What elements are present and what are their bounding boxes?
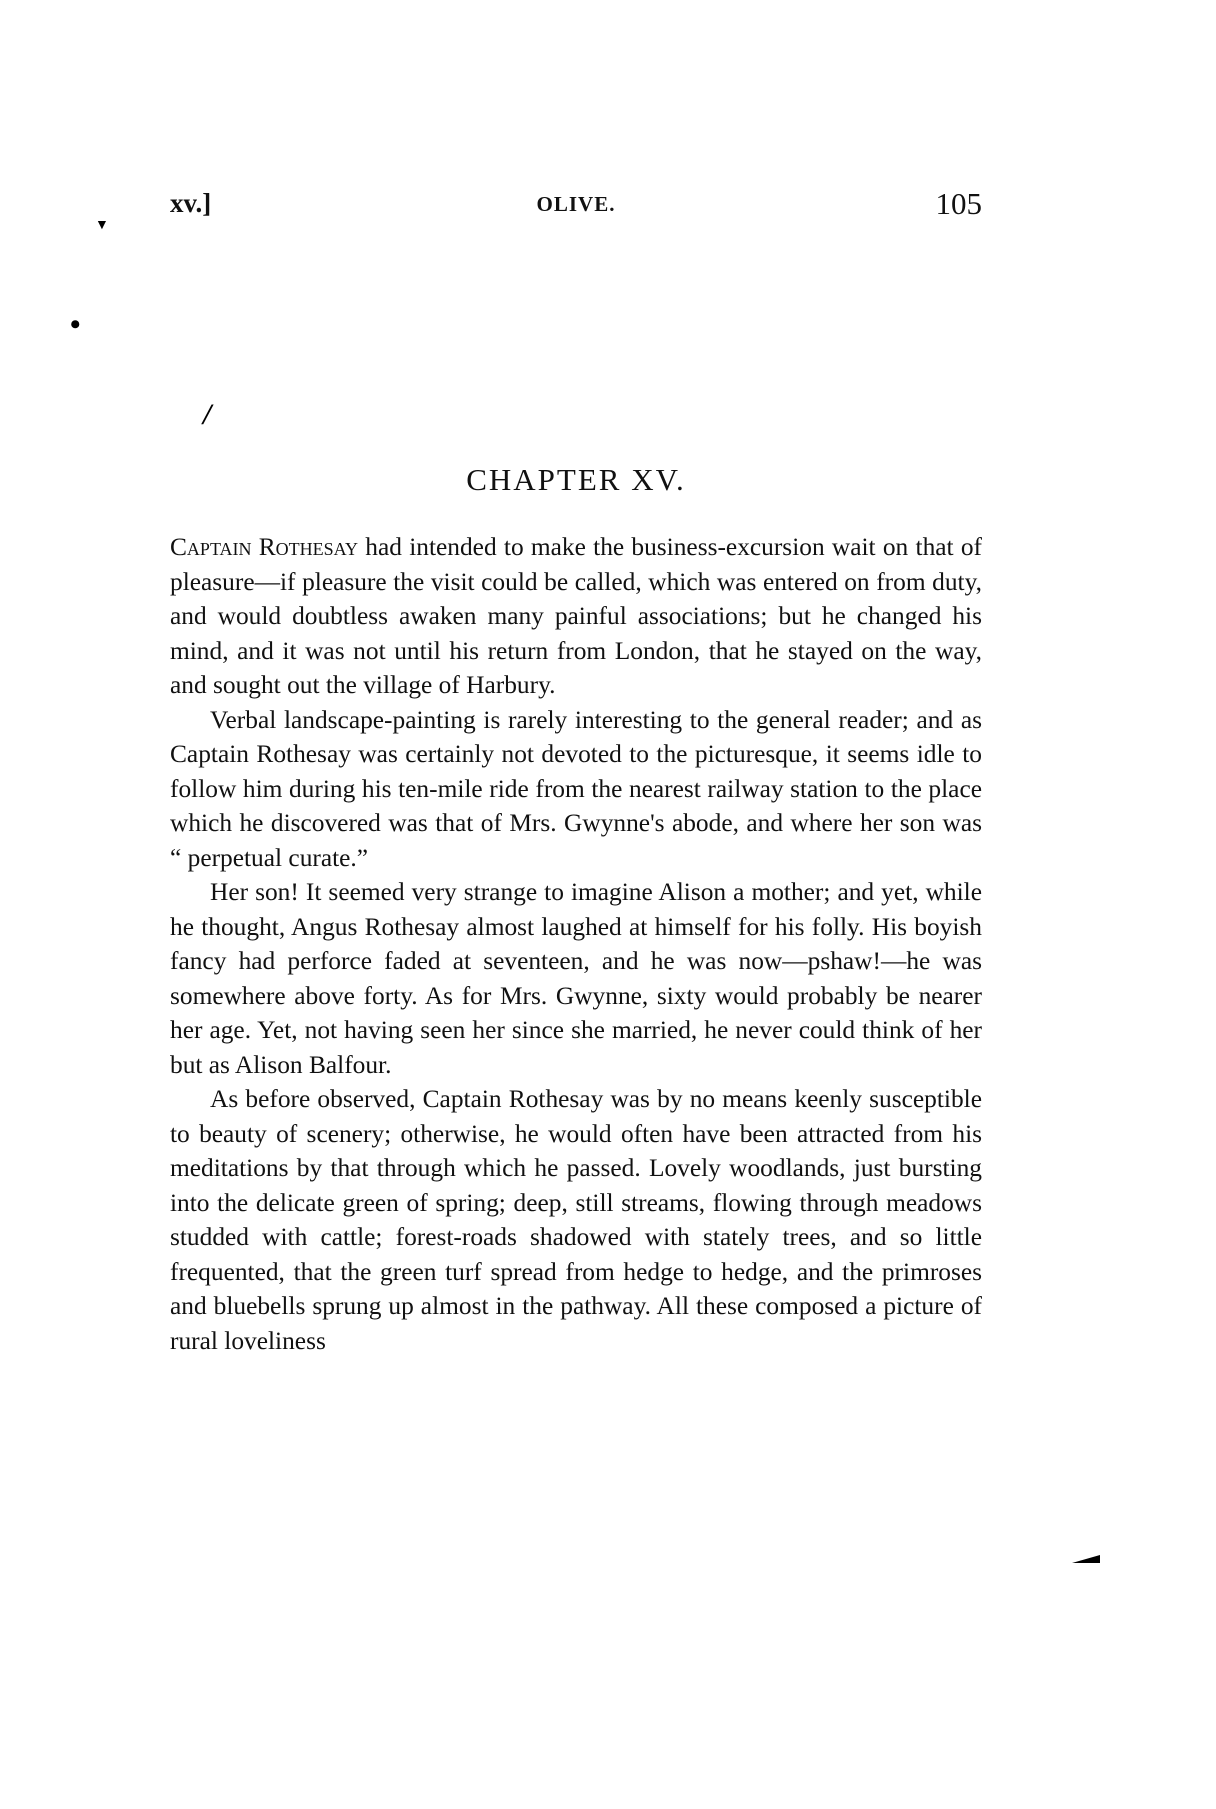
running-head	[170, 188, 982, 228]
paragraph	[170, 1082, 982, 1358]
chapter-reference: xv.]	[170, 188, 212, 218]
paragraph-text: Her son! It seemed very strange to imagine Alison a mother; and yet, while he thought, Angus Rothesay almost laughed at himself for his folly. His boyish fancy had perforce faded at seventeen, and he was now—pshaw!—he was somewhere above forty. As for Mrs. Gwynne, sixty would probably be nearer her age. Yet, not having seen her since she married, he never could think of her but as Alison Balfour.	[170, 878, 982, 1079]
stray-mark	[1072, 1555, 1100, 1563]
paragraph-text: Verbal landscape-painting is rarely interesting to the general reader; and as Captain Rothesay was certainly not devoted to the picturesque, it seems idle to follow him during his ten-mile ride from the nearest railway station to the place which he discovered was that of Mrs. Gwynne's abode, and where her son was “ perpetual curate.”	[170, 705, 982, 872]
paragraph	[170, 703, 982, 876]
paragraph	[170, 875, 982, 1082]
paragraph-text: As before observed, Captain Rothesay was by no means keenly susceptible to beauty of scenery; otherwise, he would often have been attracted from his meditations by that through which he passed. Lovely woodlands, just bursting into the delicate green of spring; deep, still streams, flowing through meadows studded with cattle; forest-roads shadowed with stately trees, and so little frequented, that the green turf spread from hedge to hedge, and the primroses and bluebells sprung up almost in the pathway. All these composed a picture of rural loveliness	[170, 1085, 982, 1355]
stray-mark: ▼	[95, 218, 109, 233]
stray-mark: •	[70, 308, 81, 341]
page-number: 105	[935, 186, 982, 221]
paragraph-text: had intended to make the business-excursion wait on that of pleasure—if pleasure the visit could be called, which was entered on from duty, and would doubtless awaken many painful associations; but he changed his mind, and it was not until his return from London, that he stayed on the way, and sought out the village of Harbury.	[170, 533, 982, 699]
chapter-title: CHAPTER XV.	[466, 462, 686, 497]
paragraph-lead-smallcaps: Captain Rothesay	[170, 533, 359, 561]
book-title: OLIVE.	[536, 192, 616, 216]
body-text	[170, 530, 982, 1358]
paragraph	[170, 530, 982, 703]
stray-mark: /	[203, 398, 212, 431]
